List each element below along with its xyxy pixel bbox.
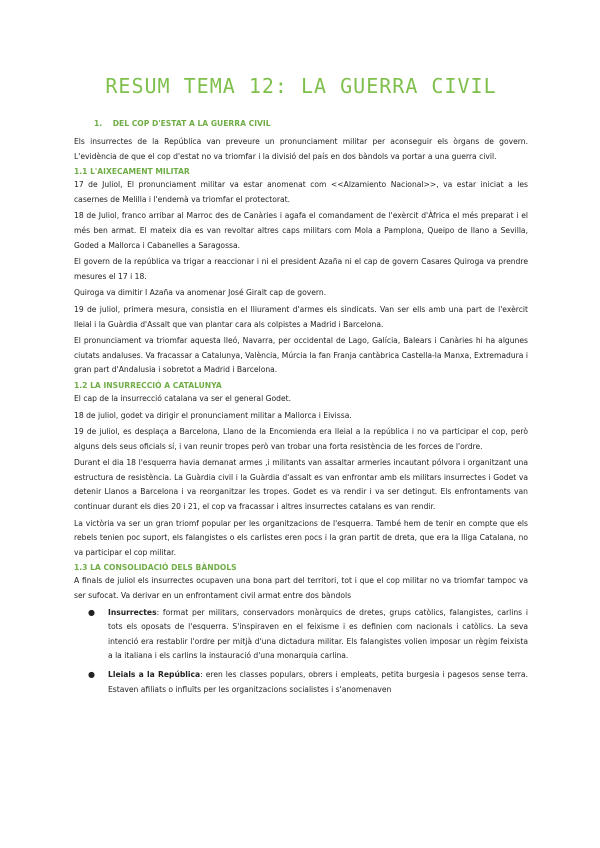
paragraph: El pronunciament va triomfar aquesta lleó, Navarra, per occidental de Lago, Galícia, Balears i Canàries hi ha algunes ciutats andaluses. Va fracassar a Catalunya, València, Múrcia la fan Franja cantàbrica Castella-la Manxa, Extremadura i gran part d'Andalusia i sobretot a Madrid i Barcelona. [74, 336, 528, 375]
section-1-3-heading: 1.3 LA CONSOLIDACIÓ DELS BÀNDOLS [74, 563, 237, 573]
paragraph: Quiroga va dimitir I Azaña va anomenar José Giralt cap de govern. [74, 288, 327, 298]
page-title: RESUM TEMA 12: LA GUERRA CIVIL [105, 74, 497, 98]
list-item-text: : format per militars, conservadors monàrquics de dretes, grups catòlics, falangistes, carlins i tots els oposats de l'esquerra. S'inspiraven en el feixisme i es definien com nacionals i catòlics. La seva intenció era restablir l'ordre per mitjà d'una dictadura militar. Els falangistes volien imposar un règim feixista a la italiana i els carlins la instauració d'una monarquia carlina. [108, 607, 528, 661]
paragraph: La victòria va ser un gran triomf popular per les organitzacions de l'esquerra. També hem de tenir en compte que els rebels tenien poc suport, els falangistes o els carlistes eren pocs i la gran partit de dreta, que era la lliga Catalana, no va participar el cop militar. [74, 518, 528, 557]
paragraph: Durant el dia 18 l'esquerra havia demanat armes ,i militants van assaltar armeries incautant pólvora i organitzant una estructura de resistència. La Guàrdia civil i la Guàrdia d'assalt es van enfrontar amb els militars insurrectes i Godet va detenir Llanos a Barcelona i va reorganitzar les tropes. Godet es va rendir i va ser detingut. Els enfrontaments van continuar durant els dies 20 i 21, el cop va fracassar i altres insurrectes catalans es van rendir. [74, 458, 528, 512]
list-item-text: : eren les classes populars, obrers i empleats, petita burgesia i pagesos sense terra. Estaven afiliats o influïts per les organitzacions socialistes i s'anomenaven [108, 670, 528, 694]
section-1-2-heading: 1.2 LA INSURRECCIÓ A CATALUNYA [74, 380, 222, 390]
paragraph: El govern de la república va trigar a reaccionar i ni el president Azaña ni el cap de govern Casares Quiroga va prendre mesures el 17 i 18. [74, 257, 528, 281]
paragraph: 19 de juliol, primera mesura, consistia en el lliurament d'armes els sindicats. Van ser ells amb una part de l'exèrcit lleial i la Guàrdia d'Assalt que van plantar cara als colpistes a Madrid i Barcelona. [74, 304, 528, 329]
paragraph: A finals de juliol els insurrectes ocupaven una bona part del territori, tot i que el cop militar no va triomfar tampoc va ser sufocat. Va derivar en un enfrontament civil armat entre dos bàndols [74, 576, 528, 601]
paragraph: 17 de Juliol, El pronunciament militar va estar anomenat com <<Alzamiento Nacional>>, va estar iniciat a les casernes de Melilla i l'endemà va triomfar el protectorat. [74, 180, 528, 204]
list-item-label: Lleials a la República [108, 670, 201, 679]
paragraph: El cap de la insurrecció catalana va ser el general Godet. [74, 393, 292, 403]
paragraph: 18 de juliol, godet va dirigir el pronunciament militar a Mallorca i Eivissa. [74, 410, 352, 420]
bandols-list [74, 606, 528, 698]
list-item [88, 668, 528, 697]
bullet-icon: ● [88, 670, 95, 679]
section-1-number: 1. [94, 119, 103, 128]
section-1-heading [94, 118, 528, 129]
bullet-icon: ● [88, 607, 95, 617]
list-item [88, 606, 528, 664]
section-1-paragraph: Els insurrectes de la República van preveure un pronunciament militar per aconseguir els òrgans de govern. L'evidència de que el cop d'estat no va triomfar i la divisió del país en dos bàndols va portar a una guerra civil. [74, 137, 528, 161]
paragraph: 18 de Juliol, franco arribar al Marroc des de Canàries i agafa el comandament de l'exèrcit d'Àfrica el més preparat i el més ben armat. El mateix dia es van revoltar altres caps militars com Mola a Pamplona, Queipo de llano a Sevilla, Goded a Mallorca i Cabanelles a Saragossa. [74, 211, 528, 250]
paragraph: 19 de juliol, es desplaça a Barcelona, Llano de la Encomienda era lleial a la república i no va participar el cop, però alguns dels seus oficials sí, i van reunir tropes però van trobar una forta resistència de les forces de l'ordre. [74, 427, 528, 451]
section-1-title: DEL COP D'ESTAT A LA GUERRA CIVIL [112, 119, 271, 128]
section-1-1-heading: 1.1 L'AIXECAMENT MILITAR [74, 167, 190, 177]
list-item-label: Insurrectes [108, 607, 157, 617]
